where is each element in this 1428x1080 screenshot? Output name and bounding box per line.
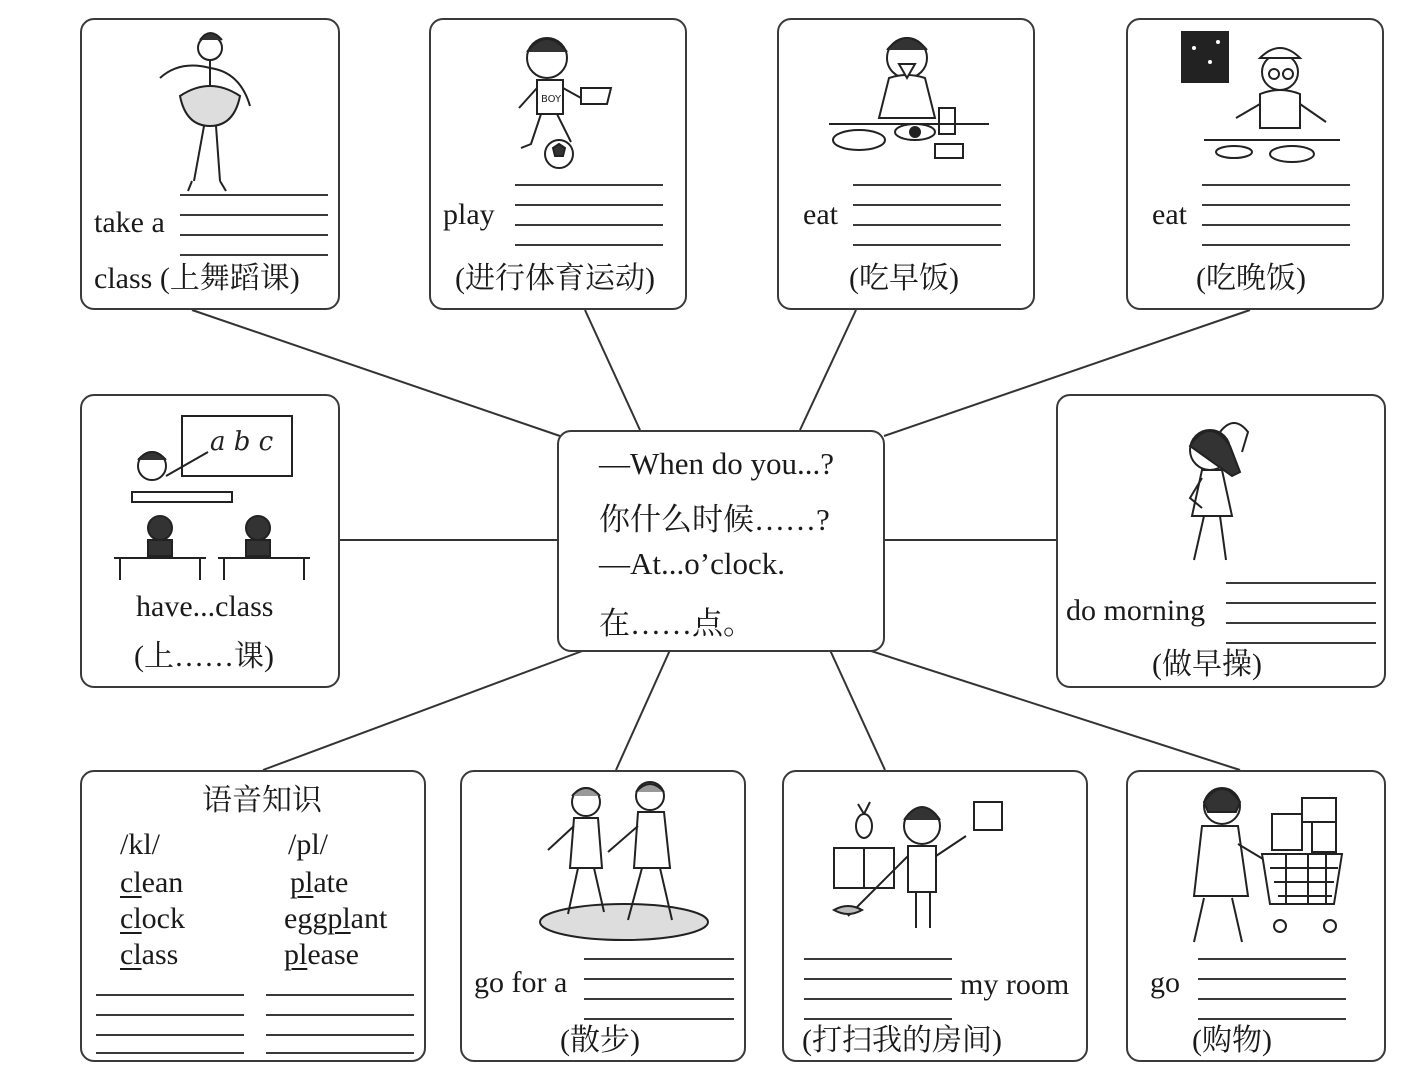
phonics-kl-sound: /kl/	[120, 828, 161, 861]
walk-line1: go for a	[474, 966, 568, 999]
card-clean-my-room	[782, 770, 1088, 1062]
phonics-word-clean: clean	[120, 866, 184, 899]
card-phonics	[80, 770, 426, 1062]
boy-eating-breakfast-illustration	[829, 28, 989, 168]
dinner-line2: (吃晚饭)	[1196, 262, 1306, 295]
card-morning-exercise	[1056, 394, 1386, 688]
connector-clean-room	[830, 650, 885, 770]
card-go-for-a-walk	[460, 770, 746, 1062]
ballerina-illustration	[152, 26, 262, 196]
person-eating-dinner-illustration	[1174, 28, 1344, 178]
answer-cn: 在……点。	[599, 606, 754, 641]
phonics-word-class: class	[120, 938, 179, 971]
classroom-illustration	[112, 414, 312, 582]
card-have-class	[80, 394, 340, 688]
card-eat-breakfast	[777, 18, 1035, 310]
clean-room-line1: my room	[960, 968, 1070, 1001]
breakfast-line2: (吃早饭)	[849, 262, 959, 295]
answer-en: —At...o’clock.	[599, 546, 785, 581]
sports-line2: (进行体育运动)	[455, 262, 655, 295]
shopping-line2: (购物)	[1192, 1024, 1272, 1057]
phonics-title: 语音知识	[202, 784, 322, 817]
svg-text:BOY: BOY	[541, 94, 562, 105]
girl-sweeping-illustration	[824, 790, 1014, 940]
phonics-pl-sound: /pl/	[288, 828, 329, 861]
couple-walking-illustration	[534, 780, 714, 944]
walk-line2: (散步)	[560, 1024, 640, 1057]
question-en: —When do you...?	[599, 446, 835, 481]
phonics-word-plate: plate	[290, 866, 349, 899]
clean-room-line2: (打扫我的房间)	[802, 1024, 1002, 1057]
connector-breakfast	[800, 310, 856, 430]
shopping-line1: go	[1150, 966, 1180, 999]
phonics-word-clock: clock	[120, 902, 185, 935]
dance-line1: take a	[94, 206, 165, 239]
connector-sports	[585, 310, 640, 430]
connector-walk	[616, 650, 670, 770]
phonics-word-eggplant: eggplant	[284, 902, 388, 935]
chalkboard-text: a b c	[210, 427, 274, 457]
question-cn: 你什么时候……?	[599, 502, 830, 537]
card-go-shopping	[1126, 770, 1386, 1062]
girl-exercising-illustration	[1168, 408, 1268, 568]
card-eat-dinner	[1126, 18, 1384, 310]
card-play-sports	[429, 18, 687, 310]
dance-line2: class (上舞蹈课)	[94, 262, 300, 295]
dinner-line1: eat	[1152, 198, 1187, 231]
card-dance-class	[80, 18, 340, 310]
sports-line1: play	[443, 198, 495, 231]
woman-shopping-illustration	[1162, 778, 1362, 946]
center-question-box	[557, 430, 885, 652]
have-class-line2: (上……课)	[134, 640, 274, 673]
breakfast-line1: eat	[803, 198, 838, 231]
boy-kicking-ball-illustration	[511, 28, 621, 176]
morning-exercise-line1: do morning	[1066, 594, 1206, 627]
phonics-word-please: please	[284, 938, 359, 971]
morning-exercise-line2: (做早操)	[1152, 648, 1262, 681]
have-class-line1: have...class	[136, 590, 274, 623]
